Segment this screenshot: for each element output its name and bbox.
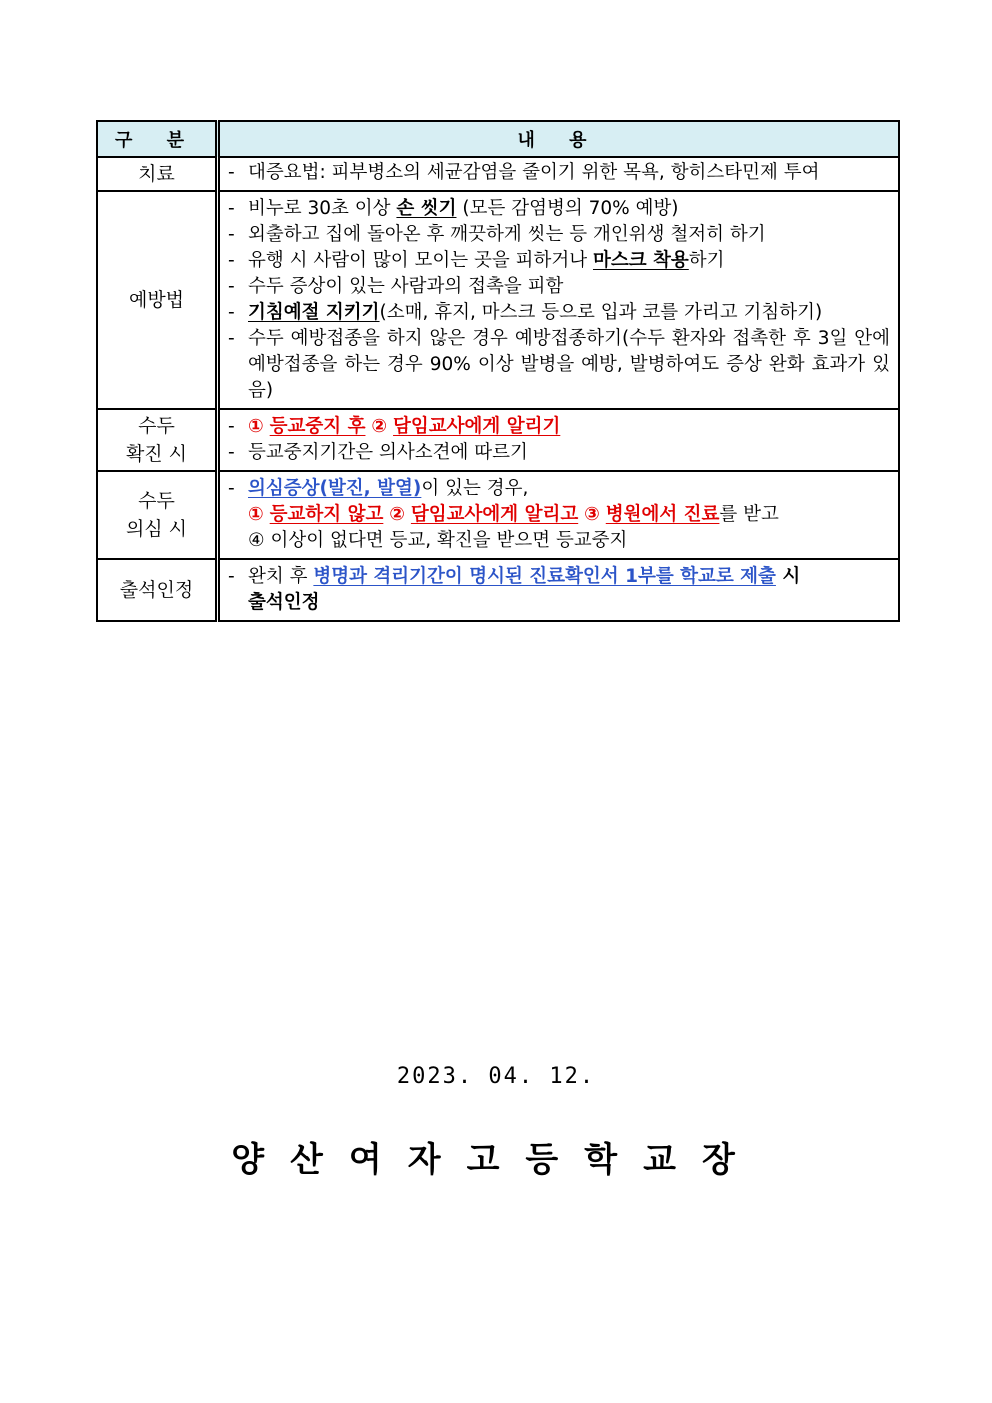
handwash-emphasis: 손 씻기 [396,198,457,219]
header-category: 구 분 [97,121,218,157]
category-confirmed: 수두 확진 시 [97,409,218,471]
prevention-line-1: - 비누로 30초 이상 손 씻기 (모든 감염병의 70% 예방) [228,196,890,222]
table-row-treatment [97,157,899,191]
table-header-row [97,121,899,157]
confirmed-line-1: - ① 등교중지 후 ② 담임교사에게 알리기 [228,414,890,440]
treatment-line: - 대증요법: 피부병소의 세균감염을 줄이기 위한 목욕, 항히스타민제 투여 [228,160,890,186]
category-suspected: 수두 의심 시 [97,471,218,559]
attendance-line: - 완치 후 병명과 격리기간이 명시된 진료확인서 1부를 학교로 제출 시 출석인정 [228,564,890,616]
mask-emphasis: 마스크 착용 [592,250,689,271]
school-principal-signature: 양산여자고등학교장 [231,1140,761,1180]
prevention-line-4: - 수두 증상이 있는 사람과의 접촉을 피함 [228,274,890,300]
document-date: 2023. 04. 12. [396,1064,596,1089]
content-suspected [218,471,900,559]
table-row-attendance [97,559,899,621]
suspected-line-2: ① 등교하지 않고 ② 담임교사에게 알리고 ③ 병원에서 진료를 받고 [248,504,779,525]
category-prevention: 예방법 [97,191,218,409]
content-confirmed [218,409,900,471]
prevention-line-3: - 유행 시 사람이 많이 모이는 곳을 피하거나 마스크 착용하기 [228,248,890,274]
content-prevention [218,191,900,409]
suspected-line-3: ④ 이상이 없다면 등교, 확진을 받으면 등교중지 [248,530,628,551]
confirmed-line-2: - 등교중지기간은 의사소견에 따르기 [228,440,890,466]
table-row-confirmed [97,409,899,471]
table-row-suspected [97,471,899,559]
category-attendance: 출석인정 [97,559,218,621]
prevention-line-6: - 수두 예방접종을 하지 않은 경우 예방접종하기(수두 환자와 접촉한 후 3일 안에 예방접종을 하는 경우 90% 이상 발병을 예방, 발병하여도 증상 완화 효과가 있음) [228,326,890,404]
info-table [96,120,900,622]
header-content: 내 용 [218,121,900,157]
category-treatment: 치료 [97,157,218,191]
cough-etiquette-emphasis: 기침예절 지키기 [248,302,380,323]
content-treatment [218,157,900,191]
table-row-prevention [97,191,899,409]
prevention-line-2: - 외출하고 집에 돌아온 후 깨끗하게 씻는 등 개인위생 철저히 하기 [228,222,890,248]
suspected-line-1: - 의심증상(발진, 발열)이 있는 경우, [228,476,890,502]
content-attendance [218,559,900,621]
prevention-line-5: - 기침예절 지키기(소매, 휴지, 마스크 등으로 입과 코를 가리고 기침하기) [228,300,890,326]
